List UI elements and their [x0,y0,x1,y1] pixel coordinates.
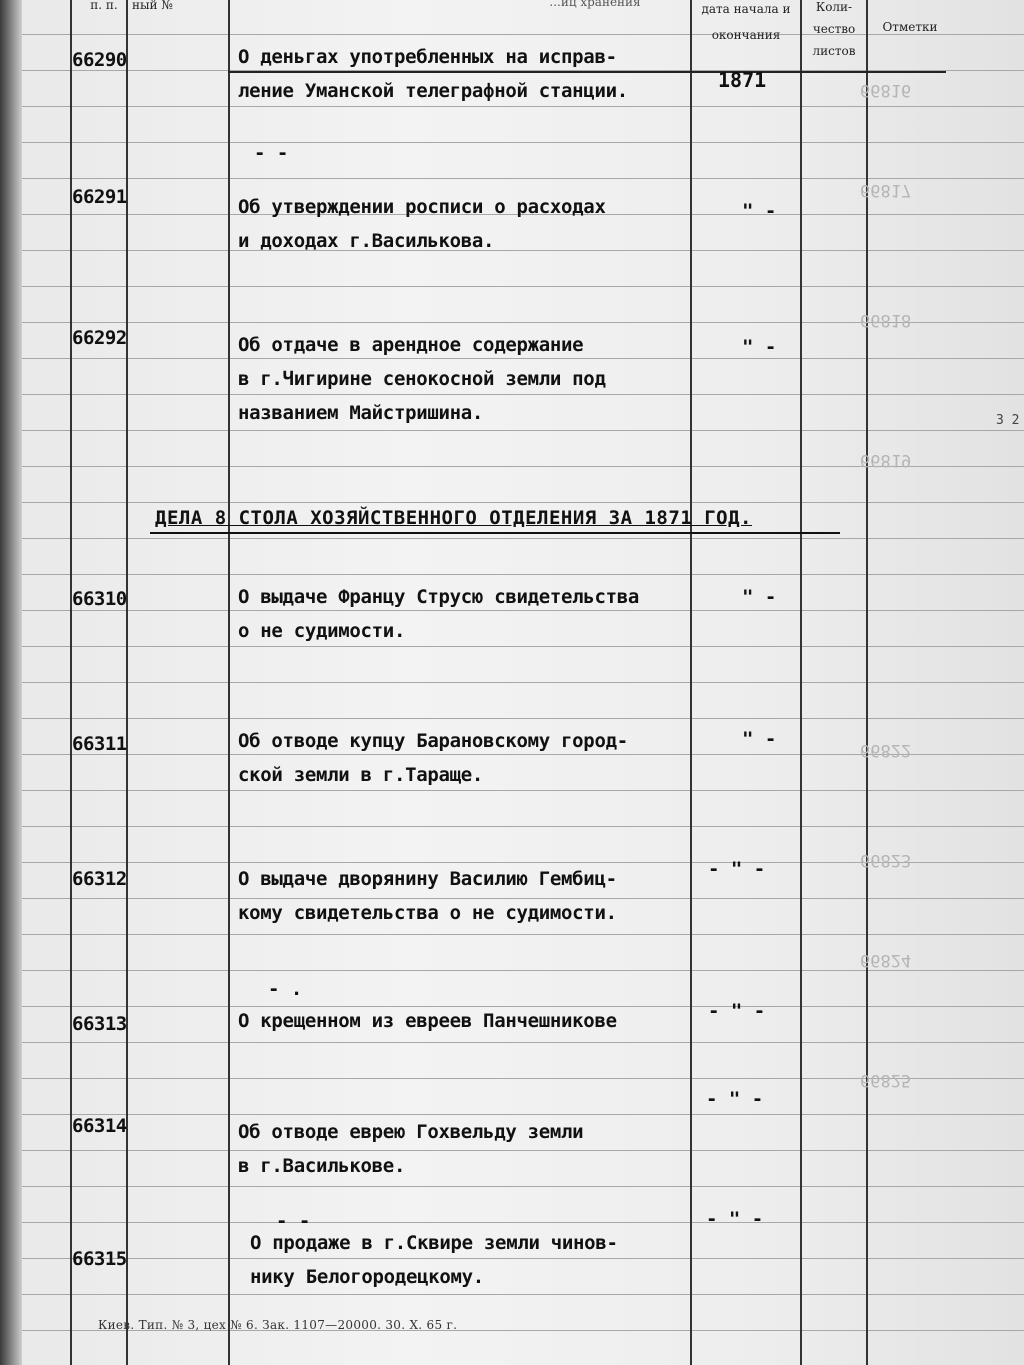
record-number: 66292 [72,327,127,349]
ruled-line [22,682,1024,683]
record-title: Об отводе купцу Барановскому город- ской земли в г.Таращe. [238,730,628,786]
ditto-mark: - - [254,142,289,164]
record-title: О деньгах употребленных на исправ- ление Уманской телеграфной станции. [238,46,628,102]
col-rule-6 [866,0,868,1365]
ruled-line [22,934,1024,935]
section-underline [150,532,840,534]
record-ditto: " - [742,336,777,358]
record-ditto: - " - [708,858,766,880]
record-date: 1871 [718,68,767,92]
ruled-line [22,502,1024,503]
bleed-through-text: 66823 [860,850,912,870]
header-col-storage: ...иц хранения [549,0,641,9]
ruled-line [22,1294,1024,1295]
ruled-line [22,1042,1024,1043]
record-number: 66312 [72,868,127,890]
margin-mark: 3 2 [996,413,1020,428]
record-ditto: " - [742,200,777,222]
ruled-line [22,1186,1024,1187]
ruled-line [22,142,1024,143]
record-title: О выдаче Францу Струсю свидетельства о не судимости. [238,586,640,642]
record-ditto: - " - [706,1208,764,1230]
ruled-line [22,178,1024,179]
bleed-through-text: 66816 [860,80,912,100]
ruled-line [22,970,1024,971]
record-ditto: - " - [708,1000,766,1022]
ruled-line [22,574,1024,575]
record-ditto: - " - [706,1088,764,1110]
record-title: Об утверждении росписи о расходах и доходах г.Василькова. [238,196,606,252]
book-binding [0,0,22,1365]
record-number: 66315 [72,1248,127,1270]
header-col-sheets: Коли-чество листов [812,0,856,58]
record-title: О продаже в г.Сквире земли чинов- нику Белогородецкому. [250,1232,618,1288]
ruled-line [22,826,1024,827]
record-number: 66314 [72,1115,127,1137]
bleed-through-text: 66818 [860,310,912,330]
ruled-line [22,1222,1024,1223]
ditto-mark: - - [276,1210,311,1232]
record-title: О выдаче дворянину Василию Гембиц- кому свидетельства о не судимости. [238,868,617,924]
bleed-through-text: 66819 [860,450,912,470]
record-number: 66290 [72,49,127,71]
bleed-through-text: 66825 [860,1070,912,1090]
record-number: 66291 [72,186,127,208]
header-col-notes: Отметки [882,20,938,34]
ruled-line [22,286,1024,287]
record-ditto: " - [742,586,777,608]
header-col-dates: дата начала и окончания [701,2,791,42]
record-ditto: " - [742,728,777,750]
record-title: О крещенном из евреев Панчешникове [238,1010,617,1032]
ditto-mark: - . [268,978,303,1000]
ruled-line [22,430,1024,431]
printer-imprint: Киев. Тип. № 3, цех № 6. Зак. 1107—20000. 30. X. 65 г. [98,1318,458,1332]
ruled-line [22,538,1024,539]
section-title: ДЕЛА 8 СТОЛА ХОЗЯЙСТВЕННОГО ОТДЕЛЕНИЯ ЗА 1871 ГОД. [155,507,752,529]
bleed-through-text: 66824 [860,950,912,970]
record-title: Об отводе еврею Гохвельду земли в г.Василькове. [238,1121,584,1177]
ruled-line [22,718,1024,719]
record-number: 66311 [72,733,127,755]
header-col-file: ный № [132,0,173,12]
record-title: Об отдаче в арендное содержание в г.Чигирине сенокосной земли под названием Майстришина. [238,334,606,424]
header-col-num: п. п. [90,0,118,12]
col-rule-5 [800,0,802,1365]
record-number: 66313 [72,1013,127,1035]
record-number: 66310 [72,588,127,610]
bleed-through-text: 66822 [860,740,912,760]
col-rule-3 [228,0,230,1365]
bleed-through-text: 66817 [860,180,912,200]
